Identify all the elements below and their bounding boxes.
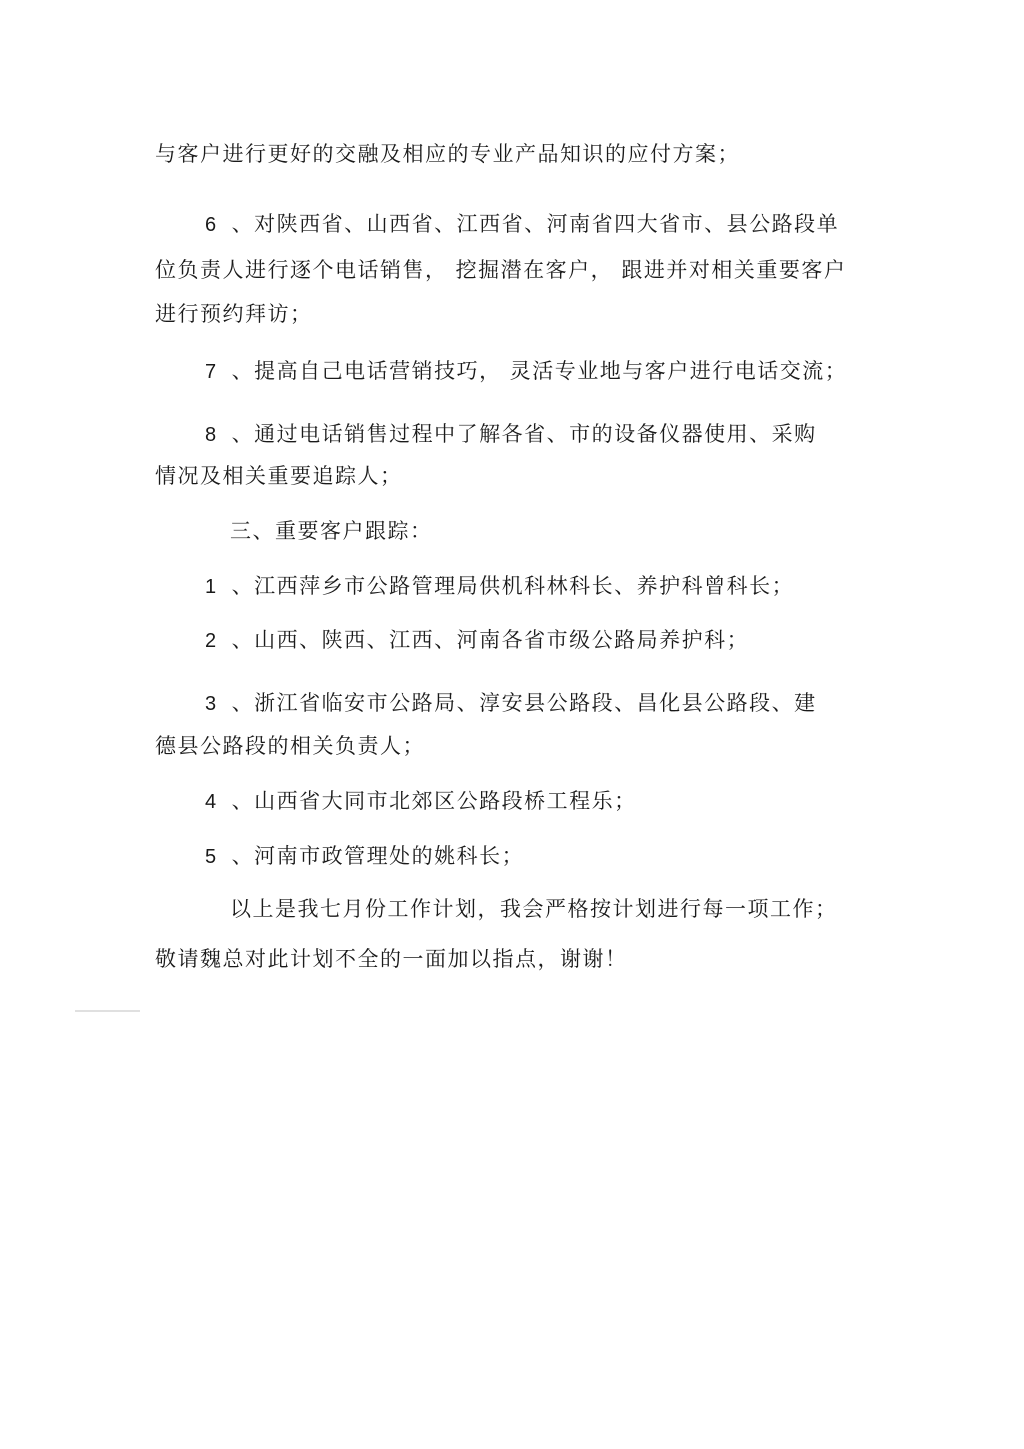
list-item-7 <box>205 357 847 386</box>
list-item-6-continuation: 位负责人进行逐个电话销售， 挖掘潜在客户， 跟进并对相关重要客户 <box>155 258 847 282</box>
list-item-number: 6 <box>205 214 218 236</box>
list-item-number: 8 <box>205 424 218 446</box>
list-item-8 <box>205 420 817 449</box>
list-item-number: 1 <box>205 576 218 598</box>
list-item-4 <box>205 787 637 816</box>
list-item-8-continuation: 情况及相关重要追踪人； <box>155 464 403 488</box>
list-item-number: 4 <box>205 791 218 813</box>
list-item-3-continuation: 德县公路段的相关负责人； <box>155 734 425 758</box>
list-item-3 <box>205 689 817 718</box>
closing-paragraph-continuation: 敬请魏总对此计划不全的一面加以指点，谢谢！ <box>155 947 628 971</box>
list-item-text: 、江西萍乡市公路管理局供机科林科长、养护科曾科长； <box>231 574 795 598</box>
list-item-6-continuation: 进行预约拜访； <box>155 302 313 326</box>
scan-artifact <box>75 1010 140 1012</box>
list-item-2 <box>205 626 749 655</box>
list-item-number: 2 <box>205 630 218 652</box>
list-item-text: 、浙江省临安市公路局、淳安县公路段、昌化县公路段、建 <box>231 691 817 715</box>
list-item-text: 、对陕西省、山西省、江西省、河南省四大省市、县公路段单 <box>231 212 840 236</box>
list-item-text: 、山西省大同市北郊区公路段桥工程乐； <box>231 789 637 813</box>
closing-paragraph: 以上是我七月份工作计划，我会严格按计划进行每一项工作； <box>230 897 838 921</box>
list-item-text: 、提高自己电话营销技巧， 灵活专业地与客户进行电话交流； <box>231 359 848 383</box>
list-item-5 <box>205 842 524 871</box>
list-item-text: 、通过电话销售过程中了解各省、市的设备仪器使用、采购 <box>231 422 817 446</box>
list-item-number: 3 <box>205 693 218 715</box>
list-item-1 <box>205 572 794 601</box>
list-item-number: 7 <box>205 361 218 383</box>
list-item-text: 、山西、陕西、江西、河南各省市级公路局养护科； <box>231 628 750 652</box>
list-item-text: 、河南市政管理处的姚科长； <box>231 844 525 868</box>
intro-tail-line: 与客户进行更好的交融及相应的专业产品知识的应付方案； <box>155 142 740 166</box>
section-heading: 三、重要客户跟踪： <box>230 519 433 543</box>
list-item-6 <box>205 210 839 239</box>
list-item-number: 5 <box>205 846 218 868</box>
